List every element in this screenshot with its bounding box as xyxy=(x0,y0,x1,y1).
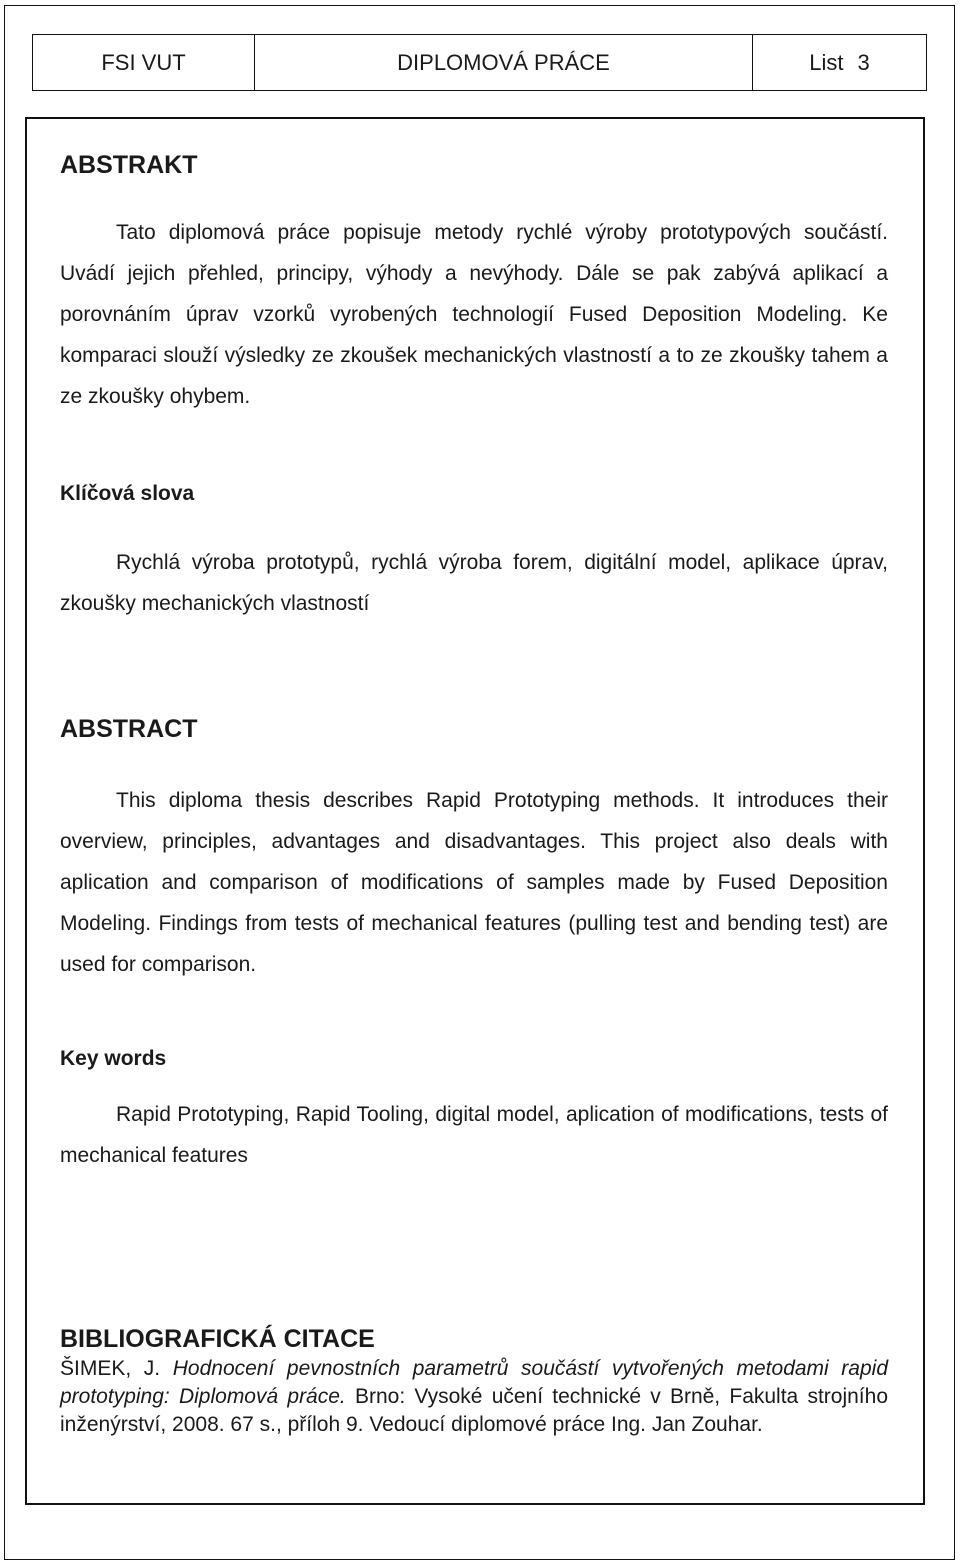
header-list-number: 3 xyxy=(857,49,870,75)
citation-author: ŠIMEK, J. xyxy=(60,1357,161,1380)
page-header xyxy=(32,34,927,91)
header-list-label: List xyxy=(809,49,844,75)
abstract-heading: ABSTRACT xyxy=(60,715,198,743)
key-words-text: Rapid Prototyping, Rapid Tooling, digital model, aplication of modifications, tests of mechanical features xyxy=(60,1103,888,1167)
klicova-slova-heading: Klíčová slova xyxy=(60,482,195,505)
header-doc-type-text: DIPLOMOVÁ PRÁCE xyxy=(397,49,610,75)
content-box xyxy=(25,117,925,1505)
citation-details: Brno: Vysoké učení technické v Brně, Fakulta strojního inženýrství, 2008. 67 s., příloh 9. Vedoucí diplomové práce Ing. Jan Zouhar. xyxy=(60,1385,888,1436)
citation-heading: BIBLIOGRAFICKÁ CITACE xyxy=(60,1325,375,1353)
klicova-slova-text: Rychlá výroba prototypů, rychlá výroba forem, digitální model, aplikace úprav, zkoušky mechanických vlastností xyxy=(60,551,888,615)
header-school-text: FSI VUT xyxy=(101,49,186,75)
abstrakt-heading: ABSTRAKT xyxy=(60,151,198,179)
header-doc-type xyxy=(255,35,753,90)
citation-title: Hodnocení pevnostních parametrů součástí vytvořených metodami rapid prototyping: Diplomová práce. xyxy=(60,1357,889,1408)
header-page-number xyxy=(753,35,926,90)
abstract-text: This diploma thesis describes Rapid Prototyping methods. It introduces their overview, principles, advantages and disadvantages. This project also deals with aplication and comparison of modifications of samples made by Fused Deposition Modeling. Findings from tests of mechanical features (pulling test and bending test) are used for comparison. xyxy=(60,789,888,976)
citation-text xyxy=(60,1355,888,1439)
header-school xyxy=(33,35,255,90)
abstrakt-text: Tato diplomová práce popisuje metody rychlé výroby prototypových součástí. Uvádí jejich přehled, principy, výhody a nevýhody. Dále se pak zabývá aplikací a porovnáním úprav vzorků vyrobených technologií Fused Deposition Modeling. Ke komparaci slouží výsledky ze zkoušek mechanických vlastností a to ze zkoušky tahem a ze zkoušky ohybem. xyxy=(60,221,888,408)
key-words-heading: Key words xyxy=(60,1047,167,1070)
